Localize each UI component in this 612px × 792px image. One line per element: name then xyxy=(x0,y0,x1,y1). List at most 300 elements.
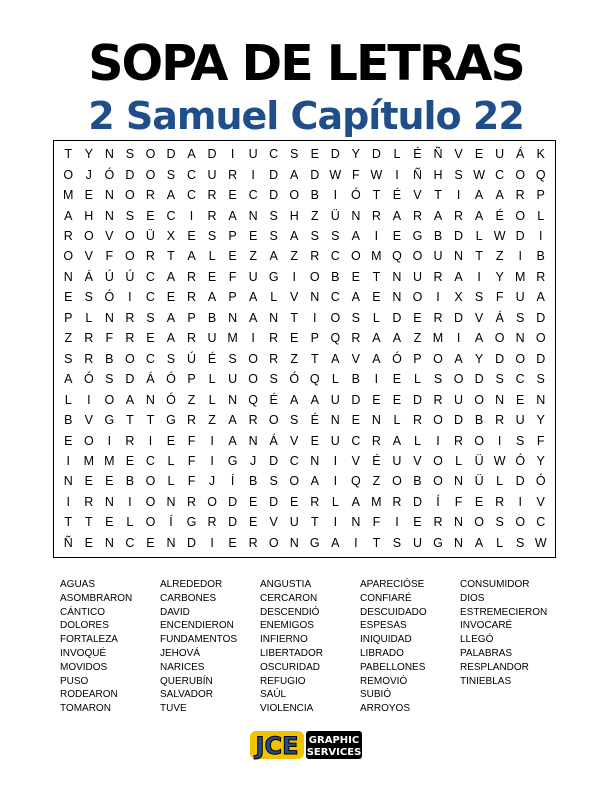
grid-letter[interactable]: T xyxy=(146,413,155,428)
grid-letter[interactable]: L xyxy=(208,372,216,387)
grid-letter[interactable]: Z xyxy=(413,331,422,346)
grid-letter[interactable]: U xyxy=(330,392,340,407)
grid-letter[interactable]: S xyxy=(454,167,463,182)
grid-letter[interactable]: C xyxy=(145,290,155,305)
grid-letter[interactable]: E xyxy=(516,392,525,407)
grid-letter[interactable]: É xyxy=(207,351,217,366)
grid-letter[interactable]: D xyxy=(269,494,279,509)
grid-letter[interactable]: I xyxy=(395,167,399,182)
grid-letter[interactable]: Z xyxy=(372,474,381,489)
grid-letter[interactable]: W xyxy=(370,167,383,182)
grid-letter[interactable]: A xyxy=(351,494,361,509)
grid-letter[interactable]: E xyxy=(351,413,361,428)
grid-letter[interactable]: Ó xyxy=(289,372,300,387)
grid-letter[interactable]: M xyxy=(83,453,95,468)
grid-letter[interactable]: V xyxy=(290,290,299,305)
grid-letter[interactable]: R xyxy=(207,188,217,203)
grid-letter[interactable]: I xyxy=(210,453,214,468)
grid-letter[interactable]: A xyxy=(331,351,340,366)
grid-letter[interactable]: L xyxy=(475,229,483,244)
grid-letter[interactable]: I xyxy=(374,372,379,387)
grid-letter[interactable]: O xyxy=(330,310,341,325)
grid-letter[interactable]: I xyxy=(436,433,440,448)
grid-letter[interactable]: C xyxy=(145,453,155,468)
grid-letter[interactable]: C xyxy=(125,535,135,550)
grid-letter[interactable]: Ó xyxy=(104,290,115,305)
grid-letter[interactable]: Í xyxy=(436,494,440,509)
grid-letter[interactable]: D xyxy=(228,515,238,530)
grid-letter[interactable]: F xyxy=(187,433,196,448)
grid-letter[interactable]: I xyxy=(456,331,461,346)
grid-letter[interactable]: R xyxy=(228,167,238,182)
grid-letter[interactable]: R xyxy=(84,331,94,346)
grid-letter[interactable]: E xyxy=(392,392,402,407)
grid-letter[interactable]: J xyxy=(208,474,216,489)
grid-letter[interactable]: N xyxy=(104,494,114,509)
grid-letter[interactable]: I xyxy=(477,269,481,284)
grid-letter[interactable]: D xyxy=(371,147,381,162)
grid-letter[interactable]: V xyxy=(84,413,93,428)
grid-letter[interactable]: N xyxy=(104,188,114,203)
grid-letter[interactable]: E xyxy=(248,494,258,509)
grid-letter[interactable]: E xyxy=(248,515,258,530)
grid-letter[interactable]: A xyxy=(166,269,176,284)
grid-letter[interactable]: R xyxy=(515,188,525,203)
grid-letter[interactable]: M xyxy=(104,453,115,468)
grid-letter[interactable]: E xyxy=(413,515,422,530)
grid-letter[interactable]: P xyxy=(228,229,237,244)
grid-letter[interactable]: U xyxy=(412,269,422,284)
grid-letter[interactable]: O xyxy=(207,494,217,509)
grid-letter[interactable]: P xyxy=(310,331,319,346)
grid-letter[interactable]: D xyxy=(228,494,238,509)
grid-letter[interactable]: E xyxy=(84,535,93,550)
grid-letter[interactable]: Z xyxy=(64,331,73,346)
grid-letter[interactable]: W xyxy=(493,453,506,468)
grid-letter[interactable]: O xyxy=(535,331,546,346)
grid-letter[interactable]: N xyxy=(351,208,361,223)
grid-letter[interactable]: O xyxy=(309,269,320,284)
grid-letter[interactable]: C xyxy=(351,433,361,448)
grid-letter[interactable]: B xyxy=(474,413,484,428)
grid-letter[interactable]: O xyxy=(125,229,135,244)
grid-letter[interactable]: W xyxy=(329,167,342,182)
grid-letter[interactable]: E xyxy=(228,188,237,203)
grid-letter[interactable]: Q xyxy=(350,474,361,489)
grid-letter[interactable]: E xyxy=(64,433,73,448)
grid-letter[interactable]: T xyxy=(126,413,134,428)
grid-letter[interactable]: Ó xyxy=(83,372,94,387)
grid-letter[interactable]: C xyxy=(330,249,340,264)
grid-letter[interactable]: C xyxy=(145,269,155,284)
grid-letter[interactable]: A xyxy=(331,535,340,550)
grid-letter[interactable]: L xyxy=(455,453,463,468)
grid-letter[interactable]: N xyxy=(166,494,176,509)
grid-letter[interactable]: D xyxy=(454,310,464,325)
grid-letter[interactable]: V xyxy=(413,453,422,468)
grid-letter[interactable]: B xyxy=(413,474,422,489)
grid-letter[interactable]: O xyxy=(145,167,156,182)
grid-letter[interactable]: R xyxy=(495,413,505,428)
grid-letter[interactable]: Y xyxy=(351,147,361,162)
grid-letter[interactable]: G xyxy=(227,453,238,468)
grid-letter[interactable]: A xyxy=(474,535,484,550)
grid-letter[interactable]: P xyxy=(413,351,422,366)
grid-letter[interactable]: S xyxy=(310,229,319,244)
grid-letter[interactable]: B xyxy=(351,372,361,387)
grid-letter[interactable]: J xyxy=(250,453,257,468)
grid-letter[interactable]: R xyxy=(186,413,197,428)
grid-letter[interactable]: S xyxy=(166,167,176,182)
grid-letter[interactable]: E xyxy=(228,249,237,264)
grid-letter[interactable]: F xyxy=(187,453,196,468)
grid-letter[interactable]: E xyxy=(248,229,258,244)
grid-letter[interactable]: Y xyxy=(536,453,545,468)
grid-letter[interactable]: R xyxy=(207,515,217,530)
grid-letter[interactable]: G xyxy=(166,413,176,428)
grid-letter[interactable]: U xyxy=(433,249,443,264)
grid-letter[interactable]: R xyxy=(536,269,546,284)
grid-letter[interactable]: A xyxy=(187,147,196,162)
grid-letter[interactable]: U xyxy=(228,372,238,387)
grid-letter[interactable]: P xyxy=(536,188,545,203)
grid-letter[interactable]: G xyxy=(186,515,197,530)
grid-letter[interactable]: R xyxy=(125,310,135,325)
grid-letter[interactable]: Y xyxy=(536,413,545,428)
grid-letter[interactable]: V xyxy=(269,515,278,530)
grid-letter[interactable]: I xyxy=(66,453,70,468)
grid-letter[interactable]: I xyxy=(251,167,255,182)
grid-letter[interactable]: Ó xyxy=(392,351,402,366)
grid-letter[interactable]: C xyxy=(515,372,525,387)
grid-letter[interactable]: S xyxy=(290,147,299,162)
grid-letter[interactable]: A xyxy=(228,208,237,223)
grid-letter[interactable]: L xyxy=(496,535,504,550)
grid-letter[interactable]: Q xyxy=(248,392,258,407)
grid-letter[interactable]: R xyxy=(186,331,197,346)
grid-letter[interactable]: S xyxy=(351,310,361,325)
grid-letter[interactable]: C xyxy=(289,453,299,468)
grid-letter[interactable]: G xyxy=(433,535,443,550)
grid-letter[interactable]: R xyxy=(454,433,464,448)
grid-letter[interactable]: S xyxy=(125,208,135,223)
grid-letter[interactable]: E xyxy=(372,290,381,305)
grid-letter[interactable]: P xyxy=(64,310,73,325)
grid-letter[interactable]: E xyxy=(474,147,484,162)
grid-letter[interactable]: D xyxy=(166,147,176,162)
grid-letter[interactable]: A xyxy=(290,167,299,182)
grid-letter[interactable]: Q xyxy=(392,249,402,264)
grid-letter[interactable]: E xyxy=(392,372,402,387)
grid-letter[interactable]: A xyxy=(351,290,361,305)
grid-letter[interactable]: I xyxy=(148,433,153,448)
grid-letter[interactable]: E xyxy=(105,515,114,530)
grid-letter[interactable]: O xyxy=(63,249,74,264)
grid-letter[interactable]: B xyxy=(125,474,135,489)
grid-letter[interactable]: S xyxy=(392,535,402,550)
grid-letter[interactable]: T xyxy=(372,269,381,284)
grid-letter[interactable]: O xyxy=(268,535,279,550)
grid-letter[interactable]: R xyxy=(269,331,279,346)
grid-letter[interactable]: E xyxy=(413,310,422,325)
grid-letter[interactable]: O xyxy=(248,351,258,366)
grid-letter[interactable]: O xyxy=(515,208,526,223)
grid-letter[interactable]: N xyxy=(392,290,402,305)
grid-letter[interactable]: O xyxy=(474,515,484,530)
grid-letter[interactable]: V xyxy=(84,249,93,264)
grid-letter[interactable]: A xyxy=(474,188,484,203)
grid-letter[interactable]: I xyxy=(333,515,338,530)
grid-letter[interactable]: E xyxy=(228,535,237,550)
grid-letter[interactable]: I xyxy=(518,249,522,264)
grid-letter[interactable]: A xyxy=(454,269,463,284)
grid-letter[interactable]: R xyxy=(63,229,73,244)
grid-letter[interactable]: W xyxy=(473,167,485,182)
grid-letter[interactable]: F xyxy=(187,474,196,489)
grid-letter[interactable]: G xyxy=(309,535,320,550)
grid-letter[interactable]: I xyxy=(210,535,214,550)
grid-letter[interactable]: A xyxy=(269,249,278,264)
grid-letter[interactable]: Ü xyxy=(474,453,484,468)
grid-letter[interactable]: R xyxy=(433,392,443,407)
grid-letter[interactable]: U xyxy=(330,433,340,448)
grid-letter[interactable]: I xyxy=(230,147,235,162)
grid-letter[interactable]: R xyxy=(310,494,320,509)
grid-letter[interactable]: L xyxy=(208,249,216,264)
grid-letter[interactable]: Ó xyxy=(350,188,361,203)
grid-letter[interactable]: R xyxy=(392,494,402,509)
grid-letter[interactable]: É xyxy=(269,392,278,407)
grid-letter[interactable]: Z xyxy=(290,351,299,366)
grid-letter[interactable]: A xyxy=(310,474,319,489)
grid-letter[interactable]: Á xyxy=(516,147,525,162)
grid-letter[interactable]: Z xyxy=(495,249,504,264)
grid-letter[interactable]: D xyxy=(536,351,546,366)
grid-letter[interactable]: É xyxy=(392,188,402,203)
grid-letter[interactable]: R xyxy=(248,535,258,550)
grid-letter[interactable]: I xyxy=(333,188,338,203)
grid-letter[interactable]: A xyxy=(392,433,402,448)
grid-letter[interactable]: H xyxy=(289,208,299,223)
grid-letter[interactable]: O xyxy=(433,413,443,428)
grid-letter[interactable]: M xyxy=(63,188,74,203)
grid-letter[interactable]: I xyxy=(128,290,132,305)
grid-letter[interactable]: E xyxy=(310,147,319,162)
grid-letter[interactable]: P xyxy=(187,372,196,387)
grid-letter[interactable]: I xyxy=(128,494,132,509)
grid-letter[interactable]: A xyxy=(392,331,402,346)
grid-letter[interactable]: Í xyxy=(230,474,235,489)
grid-letter[interactable]: L xyxy=(496,474,504,489)
grid-letter[interactable]: R xyxy=(186,290,197,305)
grid-letter[interactable]: Q xyxy=(330,331,341,346)
grid-letter[interactable]: Ñ xyxy=(433,147,443,162)
grid-letter[interactable]: B xyxy=(310,188,319,203)
grid-letter[interactable]: R xyxy=(248,413,258,428)
grid-letter[interactable]: T xyxy=(64,515,73,530)
grid-letter[interactable]: F xyxy=(454,494,463,509)
grid-letter[interactable]: M xyxy=(227,331,238,346)
grid-letter[interactable]: R xyxy=(412,208,422,223)
grid-letter[interactable]: F xyxy=(228,269,237,284)
grid-letter[interactable]: A xyxy=(290,392,299,407)
grid-letter[interactable]: B xyxy=(248,474,258,489)
grid-letter[interactable]: O xyxy=(412,249,423,264)
grid-letter[interactable]: S xyxy=(433,372,443,387)
grid-letter[interactable]: N xyxy=(351,515,361,530)
grid-letter[interactable]: O xyxy=(412,290,423,305)
grid-letter[interactable]: X xyxy=(454,290,463,305)
grid-letter[interactable]: D xyxy=(495,351,505,366)
grid-letter[interactable]: S xyxy=(84,290,93,305)
grid-letter[interactable]: U xyxy=(515,290,525,305)
grid-letter[interactable]: L xyxy=(64,392,72,407)
grid-letter[interactable]: Ó xyxy=(535,474,546,489)
grid-letter[interactable]: Ó xyxy=(104,167,115,182)
grid-letter[interactable]: S xyxy=(516,535,525,550)
grid-letter[interactable]: Z xyxy=(208,413,216,428)
grid-letter[interactable]: I xyxy=(395,515,399,530)
grid-letter[interactable]: I xyxy=(189,208,194,223)
grid-letter[interactable]: I xyxy=(66,494,70,509)
grid-letter[interactable]: O xyxy=(83,229,94,244)
grid-letter[interactable]: Z xyxy=(249,249,257,264)
grid-letter[interactable]: X xyxy=(166,229,176,244)
grid-letter[interactable]: C xyxy=(186,167,197,182)
grid-letter[interactable]: R xyxy=(454,208,464,223)
grid-letter[interactable]: F xyxy=(352,167,360,182)
grid-letter[interactable]: O xyxy=(104,392,115,407)
grid-letter[interactable]: T xyxy=(475,249,483,264)
grid-letter[interactable]: E xyxy=(84,474,93,489)
grid-letter[interactable]: D xyxy=(412,494,422,509)
grid-letter[interactable]: E xyxy=(187,229,196,244)
grid-letter[interactable]: A xyxy=(351,229,361,244)
grid-letter[interactable]: F xyxy=(105,249,114,264)
grid-letter[interactable]: L xyxy=(167,453,175,468)
grid-letter[interactable]: N xyxy=(248,208,258,223)
grid-letter[interactable]: A xyxy=(290,229,299,244)
grid-letter[interactable]: R xyxy=(84,351,94,366)
grid-letter[interactable]: I xyxy=(333,474,338,489)
grid-letter[interactable]: E xyxy=(146,331,155,346)
grid-letter[interactable]: R xyxy=(433,515,443,530)
grid-letter[interactable]: F xyxy=(495,290,504,305)
grid-letter[interactable]: D xyxy=(269,167,279,182)
grid-letter[interactable]: R xyxy=(125,433,135,448)
grid-letter[interactable]: N xyxy=(104,147,114,162)
grid-letter[interactable]: R xyxy=(186,269,197,284)
grid-letter[interactable]: N xyxy=(104,310,114,325)
grid-letter[interactable]: O xyxy=(248,372,258,387)
grid-letter[interactable]: S xyxy=(495,372,504,387)
grid-letter[interactable]: I xyxy=(497,433,502,448)
grid-letter[interactable]: S xyxy=(105,372,114,387)
grid-letter[interactable]: C xyxy=(495,167,505,182)
grid-letter[interactable]: W xyxy=(534,535,547,550)
grid-letter[interactable]: E xyxy=(146,535,155,550)
grid-letter[interactable]: S xyxy=(331,229,340,244)
grid-letter[interactable]: A xyxy=(536,290,545,305)
grid-letter[interactable]: O xyxy=(145,147,156,162)
grid-letter[interactable]: D xyxy=(392,310,402,325)
grid-letter[interactable]: U xyxy=(392,453,402,468)
grid-letter[interactable]: Ú xyxy=(104,269,114,284)
grid-letter[interactable]: S xyxy=(495,515,504,530)
grid-letter[interactable]: Ó xyxy=(515,453,526,468)
grid-letter[interactable]: N xyxy=(166,535,176,550)
grid-letter[interactable]: N xyxy=(515,331,525,346)
grid-letter[interactable]: O xyxy=(145,474,156,489)
grid-letter[interactable]: D xyxy=(125,372,135,387)
grid-letter[interactable]: C xyxy=(186,188,197,203)
grid-letter[interactable]: E xyxy=(125,453,135,468)
grid-letter[interactable]: Á xyxy=(84,269,93,284)
grid-letter[interactable]: L xyxy=(372,310,380,325)
grid-letter[interactable]: T xyxy=(372,188,381,203)
grid-letter[interactable]: I xyxy=(210,433,214,448)
grid-letter[interactable]: N xyxy=(495,392,505,407)
grid-letter[interactable]: I xyxy=(518,494,522,509)
grid-letter[interactable]: D xyxy=(454,413,464,428)
grid-letter[interactable]: N xyxy=(228,310,238,325)
grid-letter[interactable]: L xyxy=(331,494,339,509)
grid-letter[interactable]: U xyxy=(207,167,217,182)
grid-letter[interactable]: L xyxy=(537,208,545,223)
grid-letter[interactable]: Ñ xyxy=(412,167,422,182)
grid-letter[interactable]: S xyxy=(516,310,525,325)
grid-letter[interactable]: O xyxy=(145,494,156,509)
grid-letter[interactable]: I xyxy=(436,290,440,305)
grid-letter[interactable]: Ü xyxy=(474,474,484,489)
grid-letter[interactable]: D xyxy=(330,147,340,162)
grid-letter[interactable]: G xyxy=(412,229,423,244)
grid-letter[interactable]: H xyxy=(84,208,94,223)
grid-letter[interactable]: N xyxy=(454,249,464,264)
grid-letter[interactable]: M xyxy=(371,249,382,264)
grid-letter[interactable]: S xyxy=(269,229,278,244)
grid-letter[interactable]: N xyxy=(269,310,279,325)
grid-letter[interactable]: S xyxy=(516,433,525,448)
grid-letter[interactable]: B xyxy=(331,269,340,284)
grid-letter[interactable]: O xyxy=(515,167,526,182)
grid-letter[interactable]: O xyxy=(474,392,484,407)
grid-letter[interactable]: N xyxy=(63,474,73,489)
grid-letter[interactable]: A xyxy=(248,310,258,325)
grid-letter[interactable]: T xyxy=(84,515,93,530)
grid-letter[interactable]: N xyxy=(310,453,320,468)
grid-letter[interactable]: O xyxy=(63,167,74,182)
grid-letter[interactable]: M xyxy=(371,494,382,509)
grid-letter[interactable]: R xyxy=(433,310,443,325)
grid-letter[interactable]: A xyxy=(372,331,381,346)
grid-letter[interactable]: L xyxy=(393,413,401,428)
grid-letter[interactable]: N xyxy=(63,269,73,284)
grid-letter[interactable]: N xyxy=(289,535,299,550)
grid-letter[interactable]: T xyxy=(372,535,381,550)
grid-letter[interactable]: E xyxy=(166,290,176,305)
grid-letter[interactable]: W xyxy=(493,229,506,244)
grid-letter[interactable]: E xyxy=(392,229,402,244)
grid-letter[interactable]: A xyxy=(228,433,237,448)
grid-letter[interactable]: A xyxy=(64,372,73,387)
grid-letter[interactable]: O xyxy=(350,249,361,264)
grid-letter[interactable]: O xyxy=(392,474,402,489)
grid-letter[interactable]: C xyxy=(248,188,258,203)
grid-letter[interactable]: R xyxy=(125,331,135,346)
grid-letter[interactable]: S xyxy=(207,229,217,244)
grid-letter[interactable]: Í xyxy=(169,515,173,530)
